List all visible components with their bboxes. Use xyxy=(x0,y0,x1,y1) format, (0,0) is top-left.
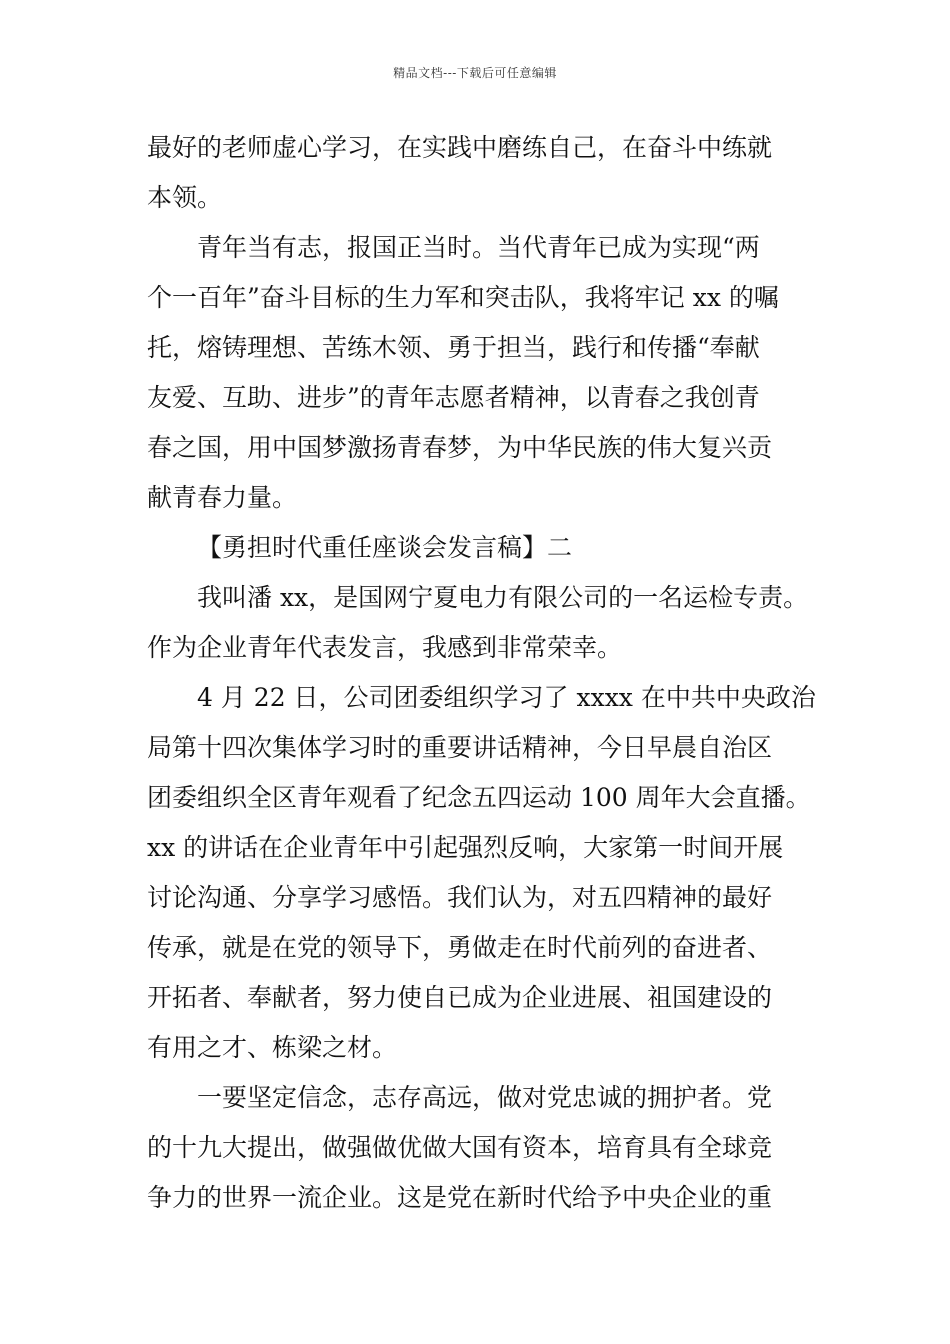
paragraph-first-line: 4 月 22 日，公司团委组织学习了 xxxx 在中共中央政治 xyxy=(197,683,816,712)
body-line: 托，熔铸理想、苦练木领、勇于担当，践行和传播“奉献 xyxy=(147,333,760,362)
body-line: 作为企业青年代表发言，我感到非常荣幸。 xyxy=(147,633,623,662)
body-line: 献青春力量。 xyxy=(147,483,298,512)
body-line: 团委组织全区青年观看了纪念五四运动 100 周年大会直播。 xyxy=(147,783,811,812)
body-line: 友爱、互助、进步”的青年志愿者精神，以青春之我创青 xyxy=(147,383,760,412)
body-line: 讨论沟通、分享学习感悟。我们认为，对五四精神的最好 xyxy=(147,883,773,912)
body-line: 春之国，用中国梦激扬青春梦，为中华民族的伟大复兴贡 xyxy=(147,433,773,462)
paragraph-first-line: 我叫潘 xx，是国网宁夏电力有限公司的一名运检专责。 xyxy=(197,583,809,612)
body-line: 局第十四次集体学习时的重要讲话精神，今日早晨自治区 xyxy=(147,733,773,762)
body-line: 传承，就是在党的领导下，勇做走在时代前列的奋进者、 xyxy=(147,933,773,962)
section-heading: 【勇担时代重任座谈会发言稿】二 xyxy=(197,533,573,562)
paragraph-first-line: 一要坚定信念，志存高远，做对党忠诚的拥护者。党 xyxy=(197,1083,773,1112)
body-line: 最好的老师虚心学习，在实践中磨练自己，在奋斗中练就 xyxy=(147,133,773,162)
document-body xyxy=(147,123,816,1223)
body-line: 本领。 xyxy=(147,183,223,212)
page-header: 精品文档---下载后可任意编辑 xyxy=(393,66,557,80)
body-line: 的十九大提出，做强做优做大国有资本，培育具有全球竞 xyxy=(147,1133,773,1162)
body-line: 个一百年”奋斗目标的生力军和突击队，我将牢记 xx 的嘱 xyxy=(147,283,779,312)
body-line: xx 的讲话在企业青年中引起强烈反响，大家第一时间开展 xyxy=(147,833,784,862)
paragraph-first-line: 青年当有志，报国正当时。当代青年已成为实现“两 xyxy=(197,233,760,262)
body-line: 有用之才、栋梁之材。 xyxy=(147,1033,398,1062)
body-line: 争力的世界一流企业。这是党在新时代给予中央企业的重 xyxy=(147,1183,773,1212)
body-line: 开拓者、奉献者，努力使自已成为企业进展、祖国建设的 xyxy=(147,983,773,1012)
